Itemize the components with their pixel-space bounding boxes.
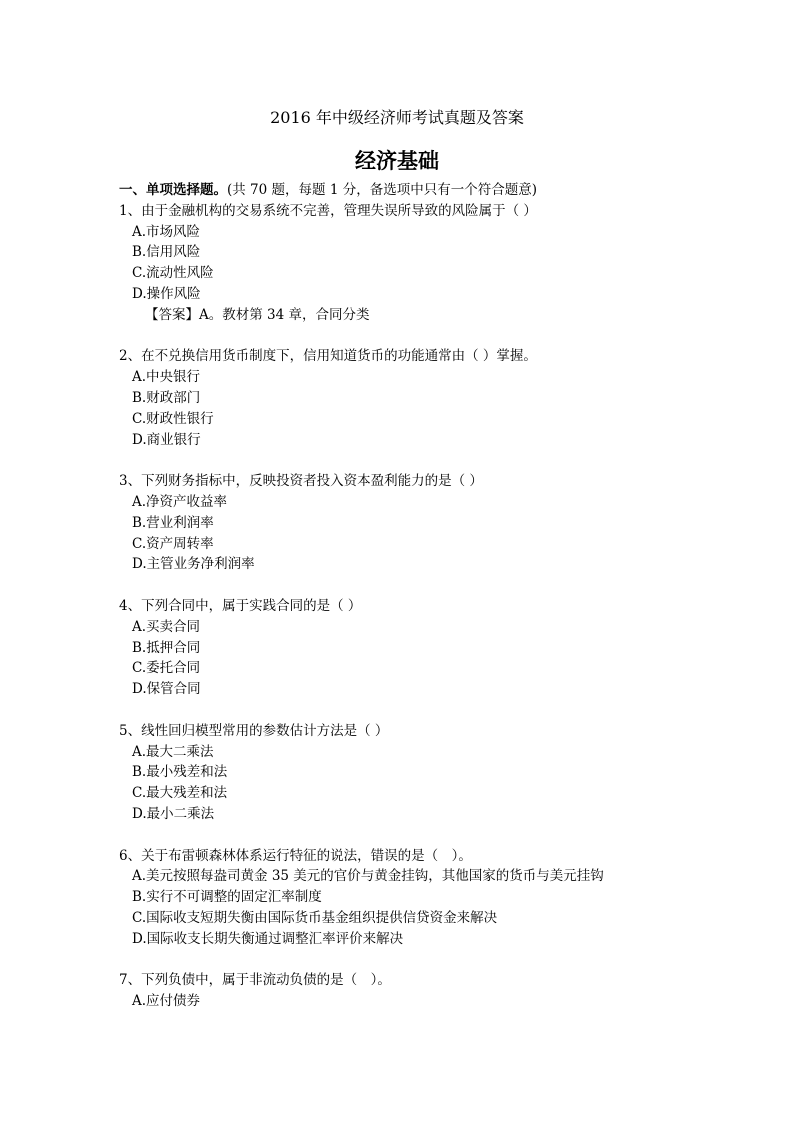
document-body <box>119 180 759 1012</box>
question-stem: 3、下列财务指标中，反映投资者投入资本盈利能力的是（ ） <box>119 473 483 490</box>
question-stem: 5、线性回归模型常用的参数估计方法是（ ） <box>119 722 389 739</box>
option-c: C.最大残差和法 <box>132 785 228 802</box>
question-4 <box>119 596 759 700</box>
question-6 <box>119 846 759 950</box>
answer-note: 【答案】A。教材第 34 章，合同分类 <box>145 306 370 323</box>
option-a: A.净资产收益率 <box>132 493 228 510</box>
section-heading-title: 一、单项选择题。 <box>119 182 227 198</box>
option-c: C.国际收支短期失衡由国际货币基金组织提供信贷资金来解决 <box>132 909 498 926</box>
option-d: D.操作风险 <box>132 285 201 302</box>
question-1 <box>119 201 759 326</box>
section-heading-note: (共 70 题，每题 1 分，备选项中只有一个符合题意) <box>227 182 537 198</box>
section-heading <box>119 180 759 201</box>
document-subtitle: 经济基础 <box>355 148 439 173</box>
question-3 <box>119 471 759 575</box>
option-a: A.美元按照每盎司黄金 35 美元的官价与黄金挂钩，其他国家的货币与美元挂钩 <box>132 868 604 885</box>
document-title: 2016 年中级经济师考试真题及答案 <box>270 108 524 127</box>
option-d: D.国际收支长期失衡通过调整汇率评价来解决 <box>132 930 404 947</box>
question-stem: 4、下列合同中，属于实践合同的是（ ） <box>119 597 362 614</box>
option-b: B.财政部门 <box>132 389 201 406</box>
option-d: D.主管业务净利润率 <box>132 556 255 573</box>
option-b: B.营业利润率 <box>132 514 214 531</box>
option-a: A.应付债券 <box>132 993 201 1010</box>
question-2 <box>119 346 759 450</box>
option-b: B.信用风险 <box>132 244 201 261</box>
option-b: B.实行不可调整的固定汇率制度 <box>132 889 322 906</box>
question-stem: 7、下列负债中，属于非流动负债的是（ ）。 <box>119 972 391 989</box>
option-b: B.最小残差和法 <box>132 764 228 781</box>
question-5 <box>119 721 759 825</box>
option-a: A.买卖合同 <box>132 618 201 635</box>
option-b: B.抵押合同 <box>132 639 201 656</box>
option-d: D.商业银行 <box>132 431 201 448</box>
question-stem: 6、关于布雷顿森林体系运行特征的说法，错误的是（ ）。 <box>119 847 472 864</box>
option-c: C.流动性风险 <box>132 265 214 282</box>
option-a: A.中央银行 <box>132 369 201 386</box>
question-stem: 2、在不兑换信用货币制度下，信用知道货币的功能通常由（ ）掌握。 <box>119 348 537 365</box>
option-c: C.委托合同 <box>132 660 201 677</box>
option-d: D.最小二乘法 <box>132 805 215 822</box>
option-c: C.资产周转率 <box>132 535 214 552</box>
question-7 <box>119 970 759 1012</box>
option-a: A.市场风险 <box>132 223 201 240</box>
option-d: D.保管合同 <box>132 681 201 698</box>
option-c: C.财政性银行 <box>132 410 214 427</box>
option-a: A.最大二乘法 <box>132 743 214 760</box>
question-stem: 1、由于金融机构的交易系统不完善，管理失误所导致的风险属于（ ） <box>119 202 537 219</box>
